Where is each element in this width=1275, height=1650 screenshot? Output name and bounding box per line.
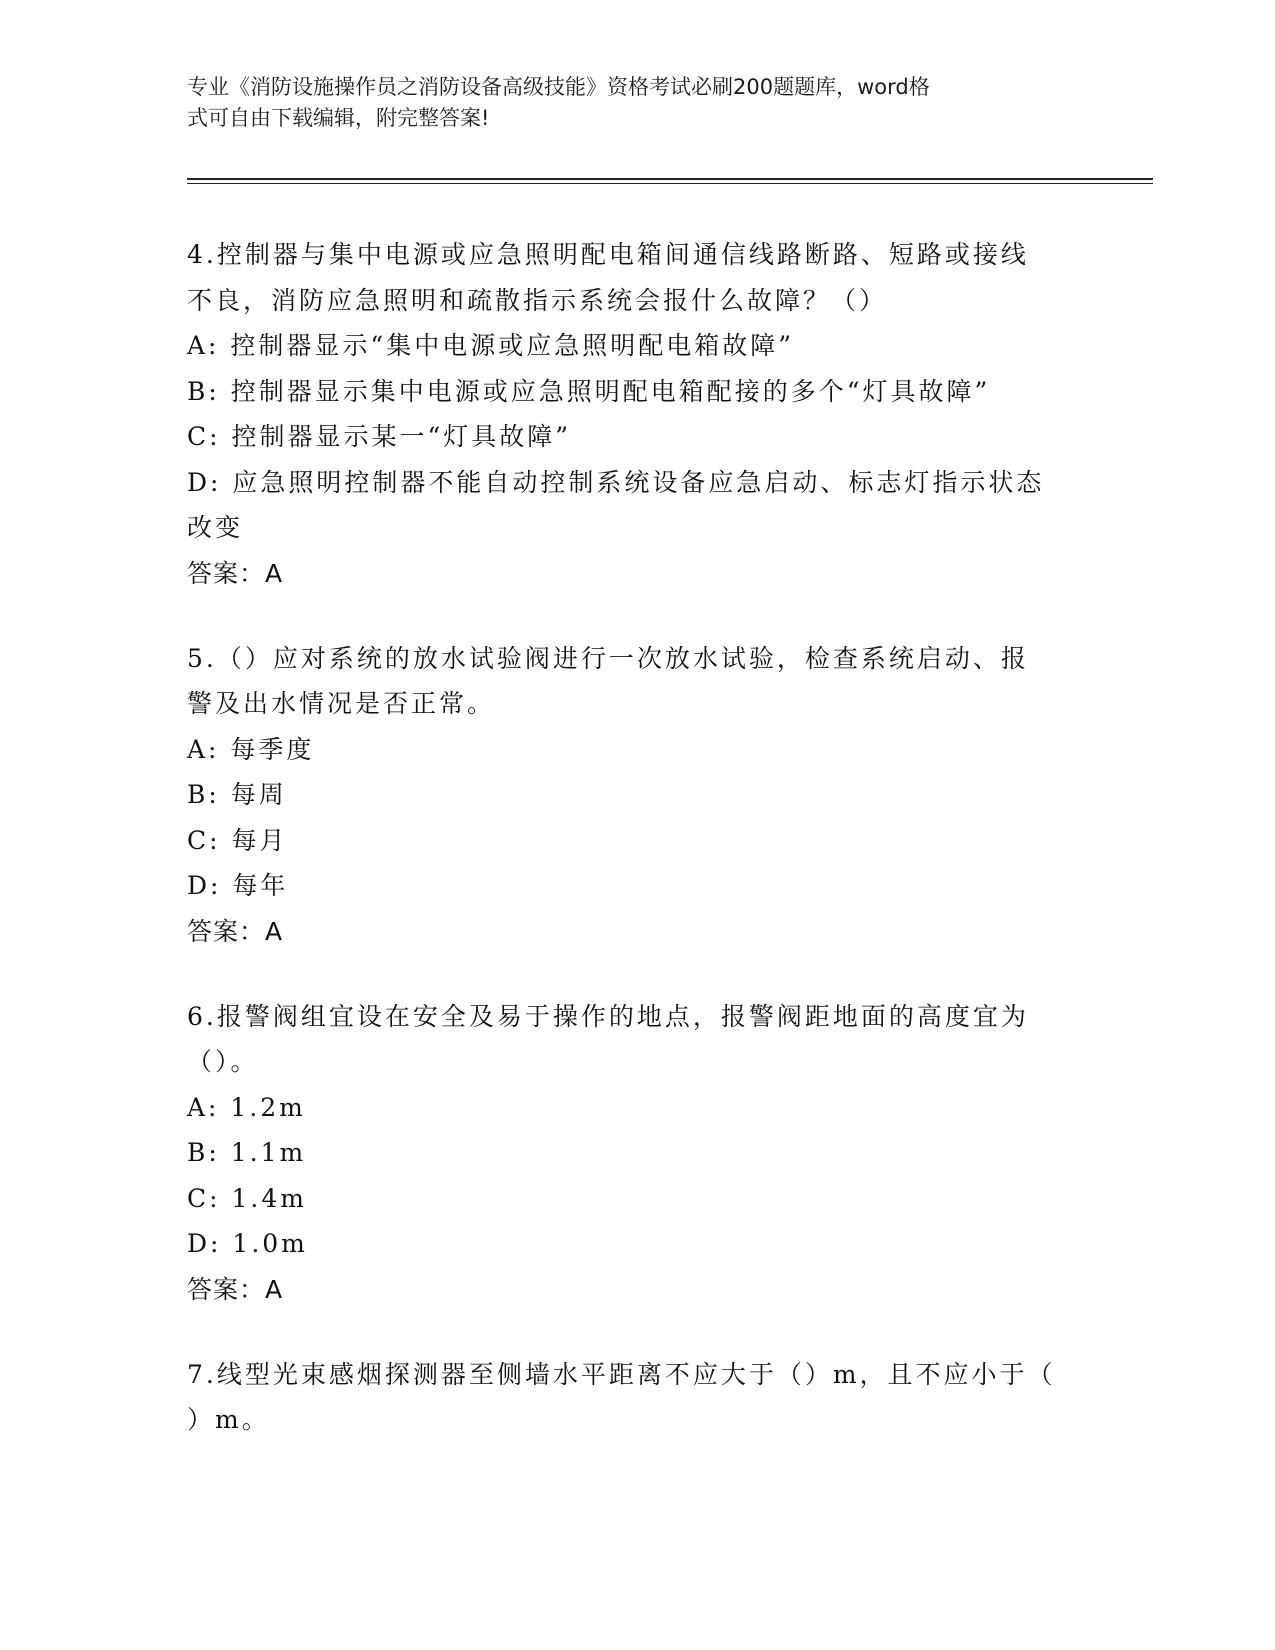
header-line-1: 专业《消防设施操作员之消防设备高级技能》资格考试必刷200题题库，word格 (187, 75, 930, 99)
answer-line: 答案：A (187, 558, 284, 588)
question-block (187, 1352, 1087, 1443)
question-block (187, 636, 1087, 954)
option-b: B: 控制器显示集中电源或应急照明配电箱配接的多个“灯具故障” (187, 376, 991, 406)
option-c: C: 控制器显示某一“灯具故障” (187, 422, 572, 451)
question-stem-line: ）m。 (187, 1405, 270, 1434)
question-stem-line: 7.线型光束感烟探测器至侧墙水平距离不应大于（）m，且不应小于（ (187, 1359, 1056, 1389)
question-stem-line: 5.（）应对系统的放水试验阀进行一次放水试验，检查系统启动、报 (187, 643, 1029, 673)
answer-line: 答案：A (187, 1274, 284, 1304)
question-block (187, 994, 1087, 1312)
question-stem-line: 警及出水情况是否正常。 (187, 689, 496, 718)
option-b: B: 1.1m (187, 1138, 307, 1167)
header-divider-thick (187, 178, 1153, 180)
header-divider-thin (187, 183, 1153, 184)
answer-line: 答案：A (187, 916, 284, 946)
option-d: D: 应急照明控制器不能自动控制系统设备应急启动、标志灯指示状态 (187, 467, 1045, 497)
question-stem-line: （）。 (187, 1047, 259, 1076)
question-block (187, 232, 1087, 596)
question-stem-line: 4.控制器与集中电源或应急照明配电箱间通信线路断路、短路或接线 (187, 240, 1029, 269)
question-list (187, 232, 1087, 1483)
question-stem-line: 不良，消防应急照明和疏散指示系统会报什么故障？（） (187, 285, 888, 315)
option-d: D: 每年 (187, 871, 289, 900)
document-header (187, 72, 1067, 134)
option-a: A: 控制器显示“集中电源或应急照明配电箱故障” (187, 331, 794, 360)
option-d: D: 1.0m (187, 1229, 308, 1258)
option-c: C: 每月 (187, 825, 288, 855)
option-d-continued: 改变 (187, 513, 244, 542)
option-a: A: 每季度 (187, 734, 315, 764)
option-b: B: 每周 (187, 780, 287, 809)
option-c: C: 1.4m (187, 1183, 307, 1213)
option-a: A: 1.2m (187, 1092, 306, 1122)
header-line-2: 式可自由下载编辑，附完整答案! (187, 106, 490, 130)
question-stem-line: 6.报警阀组宜设在安全及易于操作的地点，报警阀距地面的高度宜为 (187, 1001, 1029, 1031)
